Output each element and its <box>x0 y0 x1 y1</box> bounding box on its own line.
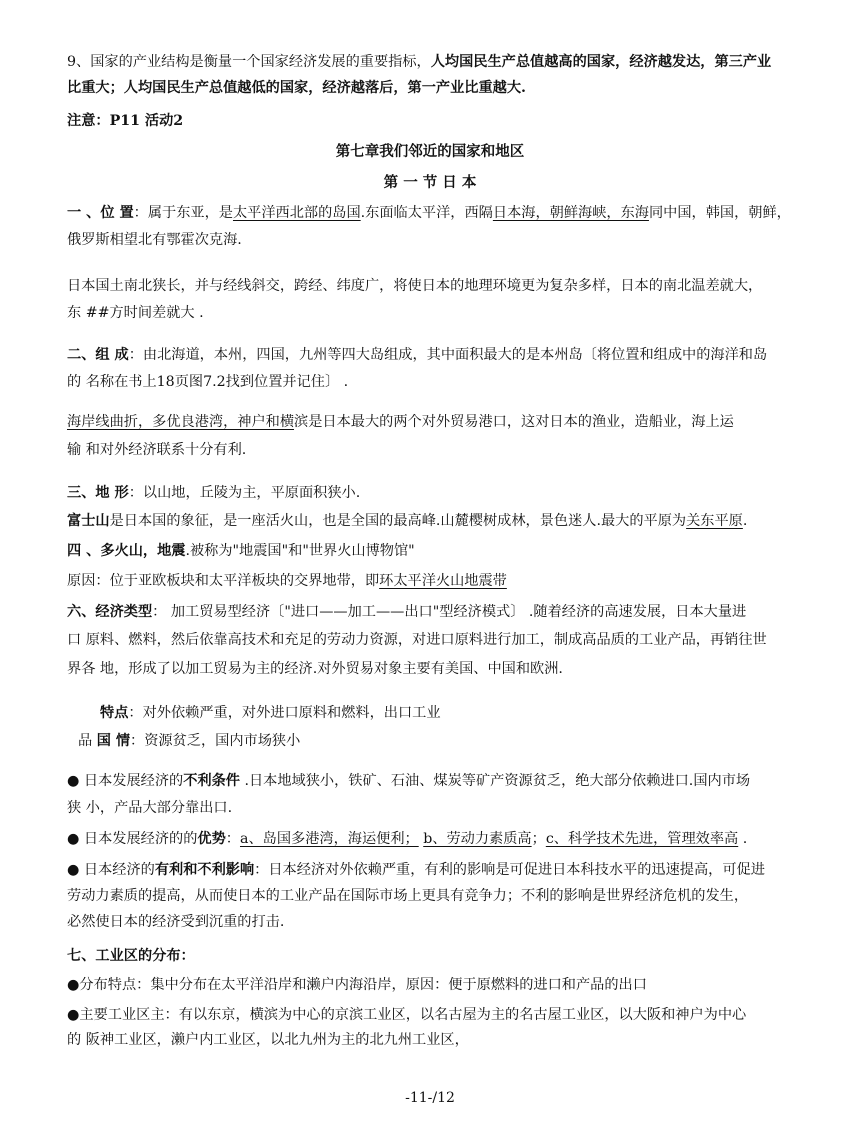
heading-volcano: 四 、多火山，地震 <box>67 543 186 559</box>
bold-text: 优势 <box>197 831 226 847</box>
economy-line-3: 界各 地，形成了以加工贸易为主的经济.对外贸易对象主要有美国、中国和欧洲. <box>67 661 563 677</box>
heading-feature: 特点 <box>100 705 129 721</box>
underlined-text: a、岛国多港湾，海运便利； <box>239 831 419 847</box>
shape-line-2: 东 ##方时间差就大 . <box>67 305 204 321</box>
volcano-line <box>67 541 820 561</box>
text: ： <box>225 831 240 847</box>
text: .日本地域狭小，铁矿、石油、煤炭等矿产资源贫乏，绝大部分依赖进口.国内市场 <box>239 773 751 789</box>
paragraph-9-line-1 <box>67 52 820 72</box>
bullet-disadvantage-line-2: 狭 小，产品大部分靠出口. <box>67 800 233 816</box>
coast-line-1 <box>67 412 820 432</box>
economy-line-2: 口 原料、燃料，然后依靠高技术和充足的劳动力资源，对进口原料进行加工，制成高品质的工业产品，再销往世 <box>67 632 767 648</box>
bold-text: 有利和不利影响 <box>154 862 255 878</box>
heading-industrial-zones: 七、工业区的分布： <box>67 948 195 964</box>
text: ：属于东亚，是 <box>133 205 233 221</box>
text: . <box>738 831 748 847</box>
text: 滨是日本最大的两个对外贸易港口，这对日本的渔业，造船业，海上运 <box>294 414 734 430</box>
text: .被称为"地震国"和"世界火山博物馆" <box>185 543 415 559</box>
text: ：由北海道，本州，四国，九州等四大岛组成，其中面积最大的是本州岛〔将位置和组成中的海洋和岛 <box>128 347 768 363</box>
text: 同中国，韩国，朝鲜， <box>648 205 791 221</box>
heading-economy: 六、经济类型 <box>67 604 153 620</box>
underlined-text: b、劳动力素质高 <box>423 831 532 847</box>
terrain-line <box>67 483 820 503</box>
bullet-impact-line-3: 必然使日本的经济受到沉重的打击. <box>67 914 285 930</box>
text: .东面临太平洋，西隔 <box>360 205 493 221</box>
text: ：日本经济对外依赖严重，有利的影响是可促进日本科技水平的迅速提高，可促进 <box>254 862 765 878</box>
text: ； <box>531 831 546 847</box>
bullet-advantage-line <box>67 829 820 849</box>
heading-location: 一 、位 置 <box>67 205 134 221</box>
bullet-zones-line-2: 的 阪神工业区，濑户内工业区，以北九州为主的北九州工业区， <box>67 1032 469 1048</box>
location-line-2: 俄罗斯相望北有鄂霍次克海. <box>67 232 242 248</box>
chapter-title: 第七章我们邻近的国家和地区 <box>335 143 525 160</box>
economy-line-1 <box>67 602 820 622</box>
paragraph-9-line-2: 比重大；人均国民生产总值越低的国家，经济越落后，第一产业比重越大. <box>67 80 526 96</box>
text: ：对外依赖严重，对外进口原料和燃料，出口工业 <box>128 705 441 721</box>
composition-line-1 <box>67 345 820 365</box>
underlined-text: c、科学技术先进，管理效率高 <box>545 831 739 847</box>
location-line-1 <box>67 203 820 223</box>
text: 是日本国的象征，是一座活火山，也是全国的最高峰.山麓樱树成林，景色迷人.最大的平原为 <box>109 513 687 529</box>
coast-line-2: 输 和对外经济联系十分有利. <box>67 442 247 458</box>
bullet-disadvantage-line-1 <box>67 771 820 791</box>
heading-composition: 二、组 成 <box>67 347 129 363</box>
text: 9、国家的产业结构是衡量一个国家经济发展的重要指标， <box>67 54 431 70</box>
bold-text: 富士山 <box>67 513 110 529</box>
page-number: -11-/12 <box>405 1090 455 1106</box>
bold-text: 人均国民生产总值越高的国家，经济越发达，第三产业 <box>430 54 772 70</box>
bullet-distribution-line: ●分布特点：集中分布在太平洋沿岸和濑户内海沿岸，原因：便于原燃料的进口和产品的出口 <box>67 977 647 993</box>
underlined-text: 海岸线曲折，多优良港湾，神户和横 <box>67 414 295 430</box>
text: . <box>742 513 748 529</box>
underlined-text: 环太平洋火山地震带 <box>379 573 507 589</box>
underlined-text: 日本海，朝鲜海峡，东海 <box>492 205 649 221</box>
fuji-line <box>67 511 820 531</box>
underlined-text: 太平洋西北部的岛国 <box>232 205 361 221</box>
text: 品 <box>78 733 97 749</box>
feature-line <box>100 703 820 723</box>
shape-line-1: 日本国土南北狭长，并与经线斜交，跨经、纬度广，将使日本的地理环境更为复杂多样，日本的南北温差就大， <box>67 278 763 294</box>
note-line: 注意：P11 活动2 <box>67 113 184 129</box>
text: 原因：位于亚欧板块和太平洋板块的交界地带，即 <box>67 573 380 589</box>
bold-text: 不利条件 <box>183 773 240 789</box>
text: ：资源贫乏，国内市场狭小 <box>130 733 301 749</box>
text: ：以山地，丘陵为主，平原面积狭小. <box>128 485 361 501</box>
text: ● 日本发展经济的 <box>67 773 184 789</box>
section-title: 第 一 节 日 本 <box>383 174 477 191</box>
heading-national: 国 情 <box>96 733 131 749</box>
text: ： 加工贸易型经济〔"进口——加工——出口"型经济模式〕 .随着经济的高速发展，日本大量进 <box>152 604 747 620</box>
bullet-zones-line-1: ●主要工业区主：有以东京，横滨为中心的京滨工业区，以名古屋为主的名古屋工业区，以大阪和神户为中心 <box>67 1007 747 1023</box>
national-line <box>78 731 820 751</box>
underlined-text: 关东平原 <box>686 513 743 529</box>
composition-line-2: 的 名称在书上18页图7.2找到位置并记住〕 . <box>67 374 349 390</box>
text: ● 日本发展经济的的 <box>67 831 198 847</box>
text: ● 日本经济的 <box>67 862 155 878</box>
bullet-impact-line-2: 劳动力素质的提高，从而使日本的工业产品在国际市场上更具有竞争力；不利的影响是世界经济危机的发生， <box>67 888 749 904</box>
reason-line <box>67 571 820 591</box>
bullet-impact-line-1 <box>67 860 820 880</box>
heading-terrain: 三、地 形 <box>67 485 129 501</box>
